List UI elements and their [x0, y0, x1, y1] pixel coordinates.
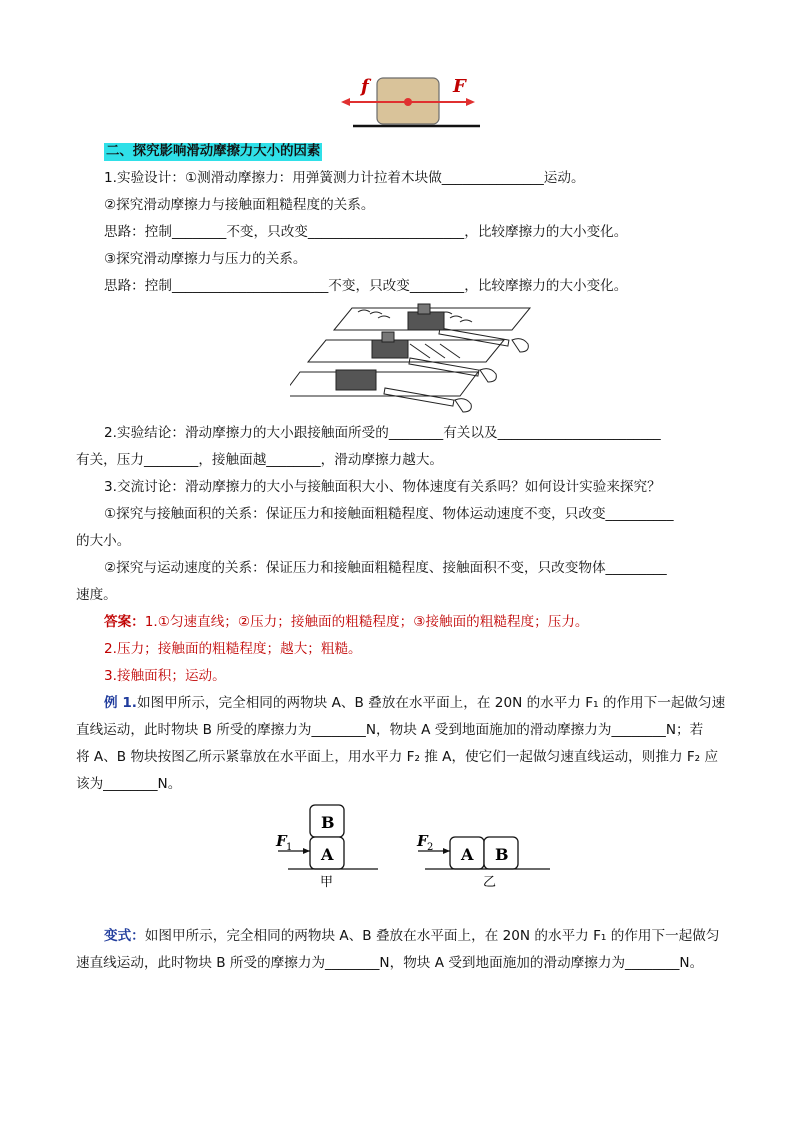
block-a-bottom: A — [321, 845, 334, 864]
variant-label: 变式： — [104, 928, 145, 944]
block-a-right: A — [461, 845, 474, 864]
force-f2-sub: 2 — [427, 842, 434, 853]
example-line-1 — [104, 693, 724, 713]
force-f2-label: F — [417, 832, 428, 850]
variant-line-1 — [104, 926, 724, 946]
design-line-4: ③探究滑动摩擦力与压力的关系。 — [104, 251, 307, 267]
design-line-1: 1.实验设计：①测滑动摩擦力：用弹簧测力计拉着木块做_______________运动。 — [104, 170, 585, 186]
force-f1-sub: 1 — [286, 842, 293, 853]
answer-line-1 — [104, 612, 724, 632]
blocks-figure — [270, 800, 560, 890]
example-text-1: 如图甲所示，完全相同的两物块 A、B 叠放在水平面上，在 20N 的水平力 F₁ 的作用下一起做匀速 — [136, 695, 726, 711]
conclusion-line-1: 2.实验结论：滑动摩擦力的大小跟接触面所受的________有关以及________________________ — [104, 425, 661, 441]
answer-line-3: 3.接触面积；运动。 — [104, 668, 226, 684]
variant-text-1: 如图甲所示，完全相同的两物块 A、B 叠放在水平面上，在 20N 的水平力 F₁ 的作用下一起做匀 — [144, 928, 720, 944]
section-title: 二、探究影响滑动摩擦力大小的因素 — [106, 144, 321, 159]
discussion-line-1: 3.交流讨论：滑动摩擦力的大小与接触面积大小、物体速度有关系吗？如何设计实验来探究？ — [104, 479, 661, 495]
discussion-line-2: ①探究与接触面积的关系：保证压力和接触面粗糙程度、物体运动速度不变，只改变__________ — [104, 506, 674, 522]
block-b-top: B — [321, 813, 335, 832]
example-line-3: 将 A、B 物块按图乙所示紧靠放在水平面上，用水平力 F₂ 推 A，使它们一起做匀速直线运动，则推力 F₂ 应 — [76, 749, 719, 765]
answer-label: 答案： — [104, 614, 145, 630]
conclusion-line-2: 有关，压力________，接触面越________，滑动摩擦力越大。 — [76, 452, 444, 468]
discussion-line-3: 的大小。 — [76, 533, 131, 549]
discussion-line-4: ②探究与运动速度的关系：保证压力和接触面粗糙程度、接触面积不变，只改变物体_________ — [104, 560, 667, 576]
experiment-illustration — [290, 300, 540, 415]
force-label: F — [453, 76, 466, 97]
design-line-5: 思路：控制_______________________不变，只改变________，比较摩擦力的大小变化。 — [104, 278, 628, 294]
friction-force-diagram — [335, 72, 485, 132]
caption-left: 甲 — [320, 875, 334, 890]
force-f1-label: F — [276, 832, 287, 850]
example-line-4: 该为________N。 — [76, 776, 182, 792]
answer-line-2: 2.压力；接触面的粗糙程度；越大；粗糙。 — [104, 641, 362, 657]
variant-line-2: 速直线运动，此时物块 B 所受的摩擦力为________N，物块 A 受到地面施加的滑动摩擦力为________N。 — [76, 955, 704, 971]
design-line-2: ②探究滑动摩擦力与接触面粗糙程度的关系。 — [104, 197, 375, 213]
block-b-right: B — [495, 845, 509, 864]
answer-text-1: 1.①匀速直线；②压力；接触面的粗糙程度；③接触面的粗糙程度；压力。 — [144, 614, 589, 630]
example-line-2: 直线运动，此时物块 B 所受的摩擦力为________N，物块 A 受到地面施加的滑动摩擦力为________N；若 — [76, 722, 704, 738]
example-label: 例 1. — [104, 695, 137, 711]
caption-right: 乙 — [483, 875, 497, 890]
design-line-3: 思路：控制________不变，只改变_______________________，比较摩擦力的大小变化。 — [104, 224, 628, 240]
friction-label: f — [361, 76, 369, 97]
discussion-line-5: 速度。 — [76, 587, 117, 603]
